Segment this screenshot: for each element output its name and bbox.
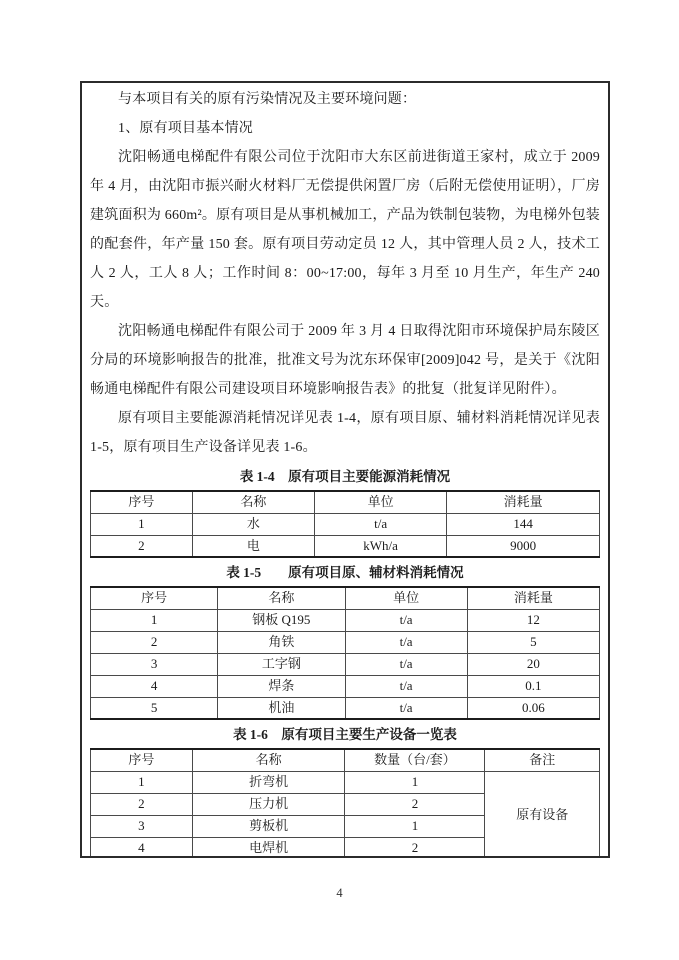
cell-quantity: 2 [345, 793, 485, 815]
cell-amount: 0.1 [467, 675, 599, 697]
cell-name: 角铁 [218, 631, 345, 653]
cell-seq: 4 [91, 837, 193, 858]
column-header-name: 名称 [192, 749, 345, 771]
table-header-row [91, 749, 600, 771]
paragraph-approval-history: 沈阳畅通电梯配件有限公司于 2009 年 3 月 4 日取得沈阳市环境保护局东陵区分局的环境影响报告的批准，批准文号为沈东环保审[2009]042 号，是关于《沈阳畅通电梯配件有限公司建设项目环境影响报告表》的批复（批复详见附件）。 [90, 324, 600, 397]
cell-amount: 0.06 [467, 697, 599, 719]
cell-remark-merged: 原有设备 [485, 771, 600, 858]
table-row [91, 609, 600, 631]
cell-seq: 2 [91, 631, 218, 653]
cell-name: 水 [192, 513, 314, 535]
table-row [91, 675, 600, 697]
cell-amount: 9000 [447, 535, 600, 557]
cell-amount: 144 [447, 513, 600, 535]
table-row [91, 697, 600, 719]
table-row [91, 771, 600, 793]
table-row [91, 631, 600, 653]
cell-amount: 5 [467, 631, 599, 653]
table-row [91, 653, 600, 675]
column-header-seq: 序号 [91, 491, 193, 513]
paragraph-company-overview: 沈阳畅通电梯配件有限公司位于沈阳市大东区前进街道王家村，成立于 2009 年 4 月，由沈阳市振兴耐火材料厂无偿提供闲置厂房（后附无偿使用证明），厂房建筑面积为 660m²。原有项目是从事机械加工，产品为铁制包装物，为电梯外包装的配套件，年产量 150 套。原有项目劳动定员 12 人，其中管理人员 2 人，技术工人 2 人，工人 8 人；工作时间 8：00~17:00，每年 3 月至 10 月生产，年生产 240 天。 [90, 150, 600, 310]
cell-name: 钢板 Q195 [218, 609, 345, 631]
cell-name: 焊条 [218, 675, 345, 697]
cell-seq: 4 [91, 675, 218, 697]
column-header-remark: 备注 [485, 749, 600, 771]
cell-seq: 1 [91, 771, 193, 793]
content-border-box [80, 81, 610, 858]
column-header-unit: 单位 [314, 491, 446, 513]
cell-name: 工字钢 [218, 653, 345, 675]
cell-seq: 1 [91, 609, 218, 631]
cell-unit: t/a [314, 513, 446, 535]
column-header-amount: 消耗量 [467, 587, 599, 609]
cell-seq: 3 [91, 815, 193, 837]
cell-seq: 3 [91, 653, 218, 675]
cell-unit: kWh/a [314, 535, 446, 557]
cell-seq: 1 [91, 513, 193, 535]
table-header-row [91, 491, 600, 513]
column-header-unit: 单位 [345, 587, 467, 609]
table-header-row [91, 587, 600, 609]
cell-name: 剪板机 [192, 815, 345, 837]
cell-seq: 5 [91, 697, 218, 719]
cell-quantity: 1 [345, 815, 485, 837]
column-header-seq: 序号 [91, 587, 218, 609]
cell-amount: 20 [467, 653, 599, 675]
column-header-quantity: 数量（台/套） [345, 749, 485, 771]
column-header-name: 名称 [192, 491, 314, 513]
cell-quantity: 2 [345, 837, 485, 858]
intro-line: 与本项目有关的原有污染情况及主要环境问题： [118, 92, 417, 107]
cell-seq: 2 [91, 793, 193, 815]
cell-unit: t/a [345, 631, 467, 653]
column-header-seq: 序号 [91, 749, 193, 771]
page-number: 4 [336, 886, 343, 900]
section-heading: 1、原有项目基本情况 [118, 121, 253, 136]
column-header-amount: 消耗量 [447, 491, 600, 513]
table-1-4-energy-consumption [90, 490, 600, 558]
cell-name: 机油 [218, 697, 345, 719]
column-header-name: 名称 [218, 587, 345, 609]
cell-seq: 2 [91, 535, 193, 557]
cell-name: 折弯机 [192, 771, 345, 793]
table-1-5-title: 表 1-5 原有项目原、辅材料消耗情况 [226, 565, 464, 580]
table-1-6-title: 表 1-6 原有项目主要生产设备一览表 [233, 727, 457, 742]
cell-unit: t/a [345, 675, 467, 697]
cell-unit: t/a [345, 653, 467, 675]
cell-unit: t/a [345, 697, 467, 719]
cell-name: 电焊机 [192, 837, 345, 858]
table-1-5-raw-materials [90, 586, 600, 720]
table-1-6-production-equipment [90, 748, 600, 858]
cell-name: 压力机 [192, 793, 345, 815]
cell-quantity: 1 [345, 771, 485, 793]
table-1-4-title: 表 1-4 原有项目主要能源消耗情况 [239, 469, 451, 484]
cell-name: 电 [192, 535, 314, 557]
table-row [91, 513, 600, 535]
cell-unit: t/a [345, 609, 467, 631]
paragraph-table-references: 原有项目主要能源消耗情况详见表 1-4，原有项目原、辅材料消耗情况详见表 1-5，原有项目生产设备详见表 1-6。 [90, 411, 600, 455]
table-row [91, 535, 600, 557]
cell-amount: 12 [467, 609, 599, 631]
